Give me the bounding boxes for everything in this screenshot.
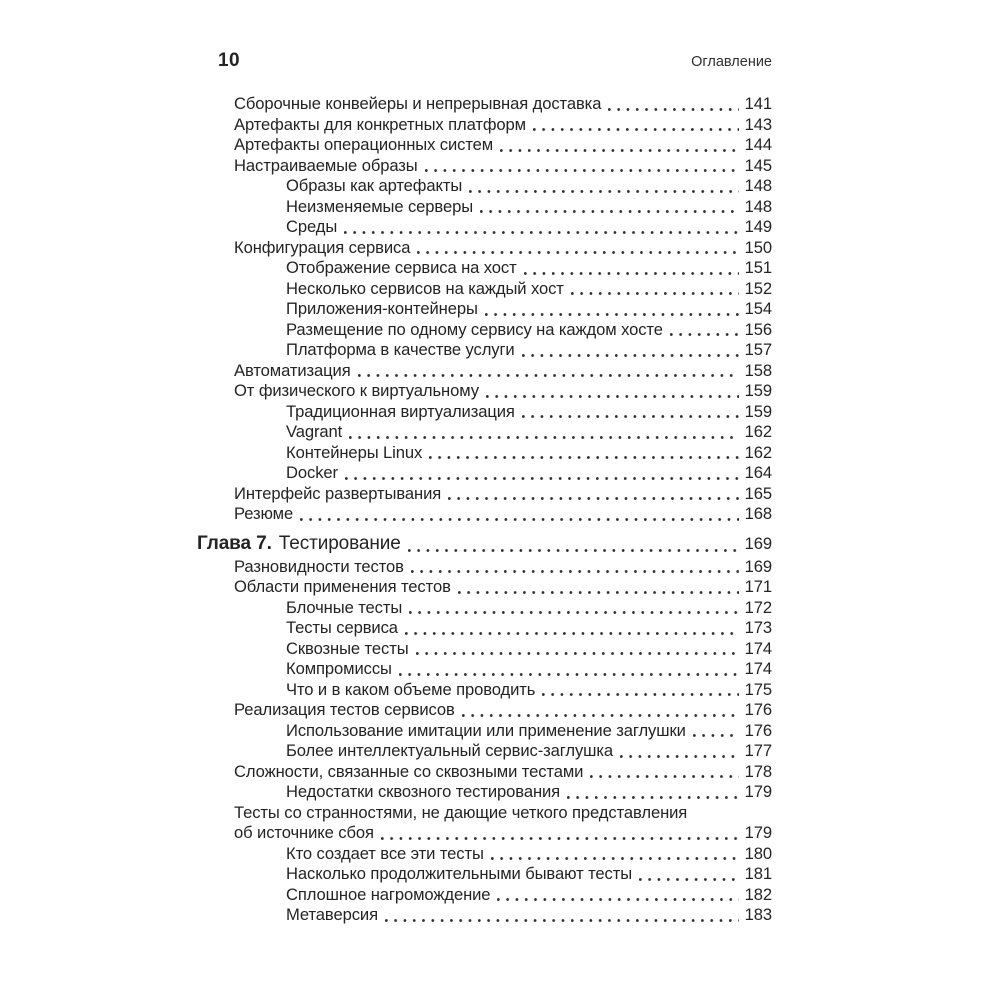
toc-entry-page: 178 — [744, 761, 772, 781]
toc-entry-label: Резюме — [234, 504, 294, 523]
toc-entry-label: Среды — [286, 217, 338, 236]
toc-entry — [197, 598, 772, 619]
toc-entry-continuation — [197, 823, 772, 844]
dot-leader — [448, 497, 739, 500]
toc-entry-page: 148 — [744, 196, 772, 216]
toc-entry — [197, 402, 772, 423]
toc-entry-page: 154 — [744, 299, 772, 318]
toc-entry — [197, 176, 772, 197]
dot-leader — [480, 210, 739, 213]
toc-entry-page: 180 — [744, 843, 772, 863]
toc-entry-label: Недостатки сквозного тестирования — [286, 782, 561, 801]
toc-entry-page: 177 — [744, 741, 772, 760]
dot-leader — [486, 395, 739, 398]
toc-entry-label: Сборочные конвейеры и непрерывная доставка — [234, 94, 602, 113]
toc-entry — [197, 422, 772, 443]
toc-entry — [197, 361, 772, 382]
toc-entry-page: 141 — [744, 94, 772, 113]
toc-entry-page: 179 — [744, 823, 772, 842]
toc-entry — [197, 659, 772, 680]
dot-leader — [670, 333, 739, 336]
toc-entry-label: Тестирование — [278, 532, 401, 554]
toc-entry — [197, 618, 772, 639]
dot-leader — [462, 714, 739, 717]
toc-entry-page: 144 — [744, 135, 772, 154]
toc-entry — [197, 762, 772, 783]
toc-entry-label: Кто создает все эти тесты — [286, 843, 484, 863]
dot-leader — [300, 518, 739, 521]
toc-entry-label: Насколько продолжительными бывают тесты — [286, 864, 633, 883]
toc-entry — [197, 864, 772, 885]
toc-entry-page: 176 — [744, 720, 772, 740]
toc-entry — [197, 504, 772, 525]
toc-entry — [197, 279, 772, 300]
toc-entry — [197, 844, 772, 865]
dot-leader — [408, 549, 739, 552]
toc-entry-label: Контейнеры Linux — [286, 442, 423, 462]
toc-entry-page: 174 — [744, 638, 772, 658]
toc-entry — [197, 741, 772, 762]
dot-leader — [349, 436, 739, 439]
toc-entry — [197, 639, 772, 660]
toc-entry-label: Docker — [286, 463, 338, 482]
toc-entry-page: 182 — [744, 884, 772, 904]
page-number: 10 — [218, 50, 240, 71]
dot-leader — [571, 292, 739, 295]
toc-entry-page: 175 — [744, 679, 772, 699]
toc-entry-page: 164 — [744, 463, 772, 482]
dot-leader — [533, 128, 739, 131]
toc-entry-page: 169 — [744, 533, 772, 553]
toc-entry-page: 143 — [744, 114, 772, 134]
dot-leader — [458, 591, 739, 594]
toc-entry-label: Несколько сервисов на каждый хост — [286, 278, 564, 298]
dot-leader — [381, 837, 739, 840]
page-header — [197, 50, 772, 72]
toc-list — [197, 94, 772, 926]
toc-entry — [197, 680, 772, 701]
toc-entry — [197, 782, 772, 803]
toc-entry-label: Области применения тестов — [234, 577, 451, 596]
toc-entry-label: Артефакты операционных систем — [234, 135, 494, 154]
toc-entry-label: Отображение сервиса на хост — [286, 258, 517, 277]
toc-entry — [197, 156, 772, 177]
toc-entry-label: Vagrant — [286, 422, 343, 441]
dot-leader — [416, 652, 739, 655]
toc-entry — [197, 381, 772, 402]
dot-leader — [411, 570, 739, 573]
toc-entry-page: 169 — [744, 556, 772, 576]
toc-entry — [197, 463, 772, 484]
toc-entry-page: 174 — [744, 659, 772, 678]
toc-entry — [197, 721, 772, 742]
dot-leader — [620, 755, 739, 758]
dot-leader — [524, 272, 739, 275]
toc-entry — [197, 905, 772, 926]
toc-entry-page: 159 — [744, 401, 772, 421]
toc-entry-label: Метаверсия — [286, 905, 378, 924]
dot-leader — [385, 919, 739, 922]
toc-entry-label: Неизменяемые серверы — [286, 196, 474, 216]
toc-entry-label: Сплошное нагромождение — [286, 884, 491, 904]
toc-entry-page: 181 — [744, 864, 772, 883]
dot-leader — [497, 898, 739, 901]
toc-entry — [197, 217, 772, 238]
toc-entry-page: 172 — [744, 597, 772, 617]
toc-entry — [197, 577, 772, 598]
dot-leader — [358, 374, 739, 377]
toc-entry — [197, 238, 772, 259]
toc-entry — [197, 320, 772, 341]
dot-leader — [590, 775, 739, 778]
toc-entry-page: 158 — [744, 360, 772, 380]
toc-entry — [197, 557, 772, 578]
dot-leader — [567, 796, 739, 799]
dot-leader — [491, 857, 739, 860]
toc-entry-label: Автоматизация — [234, 360, 351, 380]
toc-entry-page: 152 — [744, 278, 772, 298]
dot-leader — [522, 415, 739, 418]
toc-entry-label-line2: об источнике сбоя — [234, 823, 374, 842]
toc-entry — [197, 443, 772, 464]
toc-entry — [197, 885, 772, 906]
toc-chapter-number: Глава 7. — [197, 532, 272, 554]
toc-entry-page: 171 — [744, 577, 772, 596]
toc-entry-page: 149 — [744, 217, 772, 236]
dot-leader — [344, 231, 739, 234]
toc-entry-page: 159 — [744, 381, 772, 400]
dot-leader — [485, 313, 739, 316]
toc-entry-label: Более интеллектуальный сервис-заглушка — [286, 741, 614, 760]
dot-leader — [429, 456, 739, 459]
dot-leader — [500, 149, 739, 152]
dot-leader — [399, 673, 739, 676]
toc-entry-label: Сложности, связанные со сквозными тестами — [234, 761, 584, 781]
toc-entry — [197, 115, 772, 136]
toc-entry-label: Образы как артефакты — [286, 176, 463, 195]
toc-entry — [197, 340, 772, 361]
toc-entry-label: Использование имитации или применение заглушки — [286, 720, 686, 740]
dot-leader — [417, 251, 739, 254]
toc-entry-page: 151 — [744, 258, 772, 277]
toc-entry — [197, 258, 772, 279]
toc-entry-page: 173 — [744, 618, 772, 637]
dot-leader — [425, 169, 739, 172]
running-title: Оглавление — [691, 54, 772, 70]
dot-leader — [469, 190, 739, 193]
toc-entry-page: 179 — [744, 782, 772, 801]
toc-entry-label: Приложения-контейнеры — [286, 299, 478, 318]
toc-entry-label: Артефакты для конкретных платформ — [234, 114, 526, 134]
toc-entry-label: Конфигурация сервиса — [234, 237, 411, 257]
dot-leader — [542, 693, 739, 696]
toc-entry-page: 156 — [744, 319, 772, 339]
toc-entry-label: Традиционная виртуализация — [286, 401, 515, 421]
dot-leader — [409, 611, 739, 614]
toc-entry-label: Платформа в качестве услуги — [286, 340, 515, 359]
toc-entry-page: 176 — [744, 700, 772, 719]
toc-entry-page: 168 — [744, 504, 772, 523]
toc-entry — [197, 700, 772, 721]
toc-entry-page: 162 — [744, 442, 772, 462]
toc-entry-label: Разновидности тестов — [234, 556, 404, 576]
toc-entry-label: Блочные тесты — [286, 597, 403, 617]
toc-entry-label: Интерфейс развертывания — [234, 483, 442, 503]
toc-entry-page: 150 — [744, 237, 772, 257]
toc-entry-label: Компромиссы — [286, 659, 392, 678]
dot-leader — [639, 878, 739, 881]
toc-entry-page: 157 — [744, 340, 772, 359]
toc-entry-label: Настраиваемые образы — [234, 155, 418, 175]
dot-leader — [693, 734, 739, 737]
toc-entry — [197, 197, 772, 218]
toc-entry-page: 162 — [744, 422, 772, 441]
toc-entry — [197, 803, 772, 824]
toc-entry-page: 145 — [744, 155, 772, 175]
dot-leader — [608, 108, 739, 111]
toc-entry-page: 148 — [744, 176, 772, 195]
toc-entry-label: Размещение по одному сервису на каждом хосте — [286, 319, 663, 339]
dot-leader — [405, 632, 739, 635]
toc-entry — [197, 299, 772, 320]
toc-chapter-entry — [197, 533, 772, 557]
toc-entry-label: Тесты сервиса — [286, 618, 398, 637]
toc-entry — [197, 135, 772, 156]
toc-entry-page: 165 — [744, 483, 772, 503]
toc-entry — [197, 484, 772, 505]
toc-entry-label: Тесты со странностями, не дающие четкого представления — [234, 802, 688, 822]
toc-entry-label: Реализация тестов сервисов — [234, 700, 455, 719]
toc-entry-label: Что и в каком объеме проводить — [286, 679, 536, 699]
toc-entry-label: От физического к виртуальному — [234, 381, 479, 400]
toc-entry-label: Сквозные тесты — [286, 638, 409, 658]
toc-entry-page: 183 — [744, 905, 772, 924]
dot-leader — [345, 477, 739, 480]
toc-entry — [197, 94, 772, 115]
dot-leader — [522, 354, 739, 357]
